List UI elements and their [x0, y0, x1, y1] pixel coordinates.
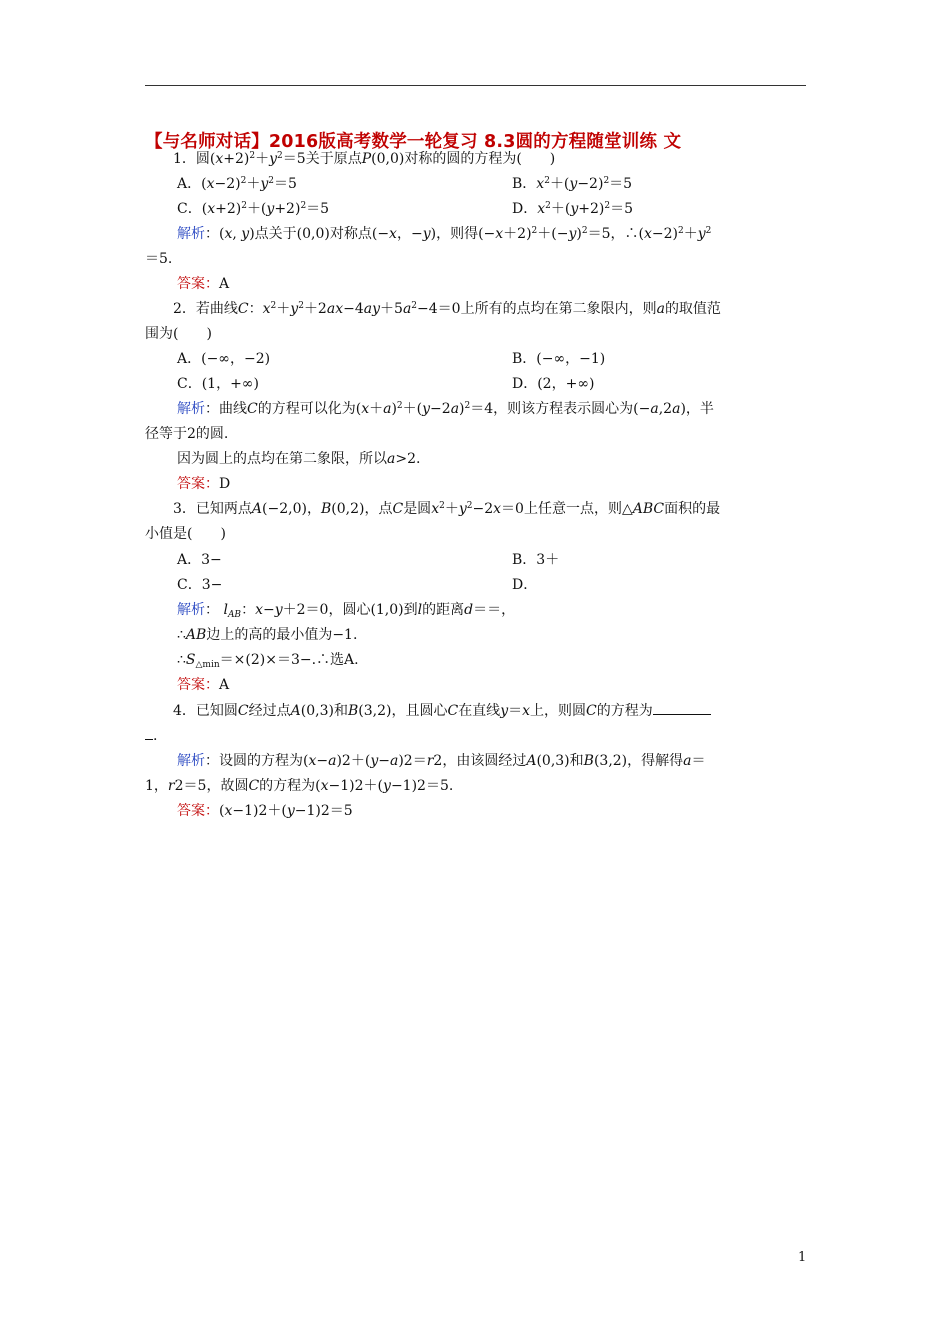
q3-option-c: C．3− [177, 577, 223, 593]
q4-analysis: 解析：设圆的方程为(x−a)2＋(y−a)2＝r2，由该圆经过A(0,3)和B(3,2)，得解得a＝ [177, 753, 706, 769]
q1-analysis-label: 解析 [177, 226, 205, 242]
q1-analysis-cont: ＝5. [145, 251, 173, 267]
q3-stem-cont: 小值是( ) [145, 526, 226, 542]
document-title: 【与名师对话】2016版高考数学一轮复习 8.3圆的方程随堂训练 文 [145, 132, 682, 152]
q2-option-a: A．(−∞，−2) [177, 351, 271, 367]
q2-analysis: 解析：曲线C的方程可以化为$(x+a)^2+(y-2a)^2=4$，则该方程表示圆心为(−a,2a)，半 [177, 401, 714, 417]
q3-answer: 答案：A [177, 677, 230, 693]
q2-option-c: C．(1，+∞) [177, 376, 259, 392]
q1-option-a: A．$(x-2)^2+y^2=5$ [177, 176, 297, 192]
q4-stem: 4．已知圆C经过点A(0,3)和B(3,2)，且圆心C在直线y＝x上，则圆C的方程为 [173, 702, 711, 720]
q1-stem: 1．圆$(x+2)^2+y^2=5$关于原点P(0,0)对称的圆的方程为( ) [173, 151, 556, 167]
q3-option-b: B．3＋ [512, 552, 560, 568]
q4-analysis-cont: 1，r2＝5，故圆C的方程为(x−1)2＋(y−1)2＝5. [145, 778, 454, 794]
q1-answer-label: 答案 [177, 276, 205, 292]
q2-analysis-cont: 径等于2的圆. [145, 426, 229, 442]
q3-option-d: D． [512, 577, 538, 593]
q3-analysis: 解析： $l_{AB}$：x−y＋2＝0，圆心(1,0)到l的距离d＝＝， [177, 602, 516, 620]
q3-answer-label: 答案 [177, 677, 205, 693]
q4-answer-label: 答案 [177, 803, 205, 819]
q2-analysis-label: 解析 [177, 401, 205, 417]
q2-option-d: D．(2，+∞) [512, 376, 595, 392]
q1-answer-value: A [219, 276, 230, 292]
q3-analysis-cont: ∴AB边上的高的最小值为−1. [177, 627, 358, 643]
q3-analysis-cont2: $\therefore S_{\triangle min}=\times(2)\times=3-.\therefore$选A. [177, 652, 359, 670]
q2-option-b: B．(−∞，−1) [512, 351, 606, 367]
q3-option-a: A．3− [177, 552, 222, 568]
q2-answer-label: 答案 [177, 476, 205, 492]
q3-stem: 3．已知两点A(−2,0)，B(0,2)，点C是圆$x^2+y^2-2x=0$上任意一点，则△ABC面积的最 [173, 501, 721, 517]
q4-analysis-label: 解析 [177, 753, 205, 769]
q2-stem: 2．若曲线C：$x^2+y^2+2ax-4ay+5a^2-4=0$上所有的点均在第二象限内，则a的取值范 [173, 301, 721, 317]
q3-analysis-label: 解析 [177, 602, 205, 618]
q2-stem-cont: 围为( ) [145, 326, 212, 342]
q1-option-d: D．$x^2+(y+2)^2=5$ [512, 201, 634, 217]
q4-answer: 答案：(x−1)2＋(y−1)2＝5 [177, 803, 353, 819]
q1-analysis: 解析：(x, y)点关于(0,0)对称点(−x，−y)，则得$(-x+2)^2+(-y)^2=5$，$\therefore(x-2)^2+y^2$ [177, 226, 712, 242]
header-rule [145, 85, 806, 86]
q2-answer-value: D [219, 476, 231, 492]
page-number: 1 [798, 1250, 807, 1265]
q2-answer: 答案：D [177, 476, 231, 492]
q1-option-c: C．$(x+2)^2+(y+2)^2=5$ [177, 201, 330, 217]
q1-option-b: B．$x^2+(y-2)^2=5$ [512, 176, 633, 192]
q2-analysis-cont2: 因为圆上的点均在第二象限，所以a>2. [177, 451, 421, 467]
q4-stem-cont: . [145, 727, 157, 745]
q3-answer-value: A [219, 677, 230, 693]
q4-answer-value: (x−1)2＋(y−1)2＝5 [219, 803, 353, 819]
q1-answer: 答案：A [177, 276, 230, 292]
